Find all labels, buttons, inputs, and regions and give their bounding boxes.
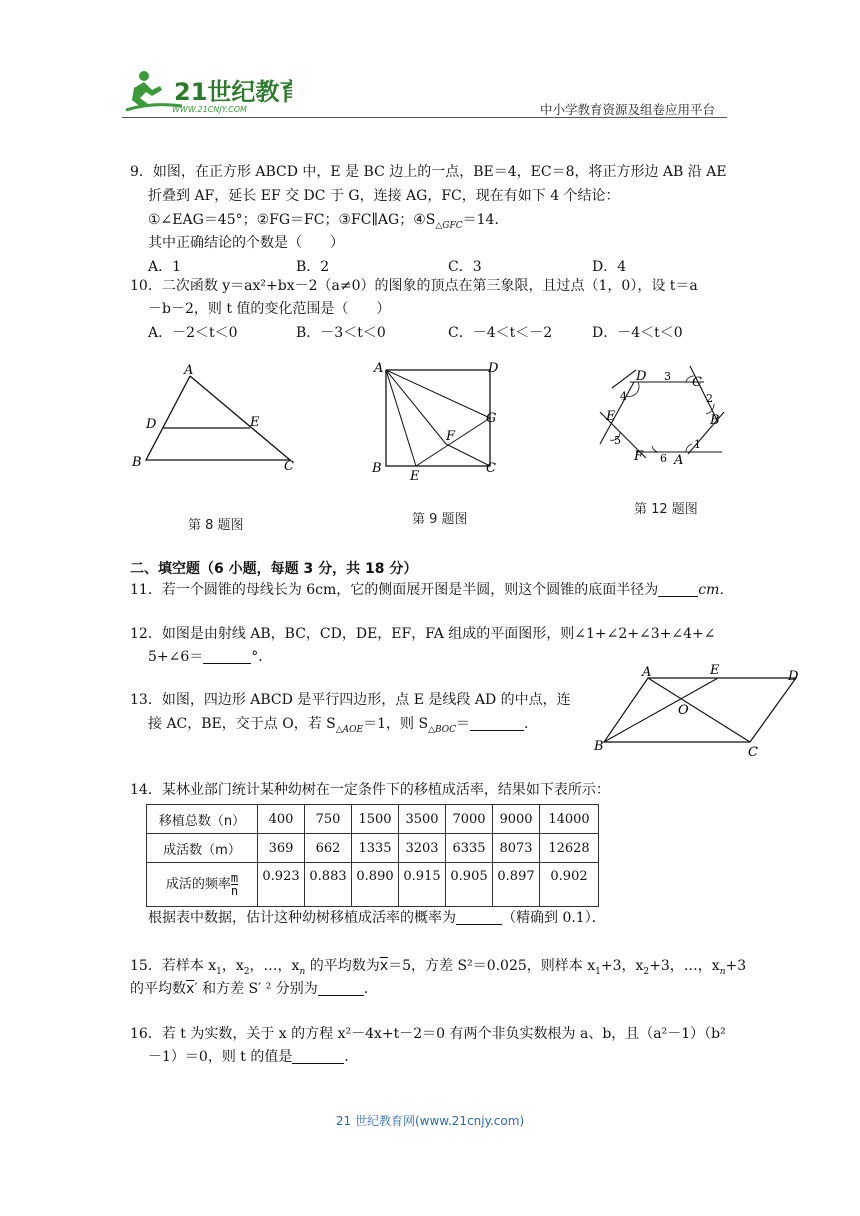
fig12-label-a: A bbox=[674, 453, 684, 468]
fig13-label-b: B bbox=[594, 739, 604, 754]
footer-link[interactable]: 21 世纪教育网(www.21cnjy.com) bbox=[335, 1114, 525, 1128]
logo bbox=[122, 68, 292, 116]
q9-line1: 9．如图，在正方形 ABCD 中，E 是 BC 边上的一点，BE＝4，EC＝8，将正方形边 AB 沿 AE bbox=[130, 164, 727, 180]
table-cell: 3203 bbox=[399, 834, 446, 863]
fig12-label-2: 2 bbox=[706, 392, 713, 405]
logo-url: WWW.21CNJY.COM bbox=[172, 105, 247, 114]
fig9-label-a: A bbox=[374, 361, 384, 376]
fig12-label-c: C bbox=[692, 375, 702, 390]
table-cell: 8073 bbox=[493, 834, 540, 863]
platform-name: 中小学教育资源及组卷应用平台 bbox=[540, 102, 716, 117]
table-cell: 14000 bbox=[540, 805, 599, 834]
fig9-label-f: F bbox=[446, 429, 456, 444]
fig8-label-e: E bbox=[250, 415, 260, 430]
q10-line1: 10．二次函数 y＝ax²+bx－2（a≠0）的图象的顶点在第三象限，且过点（1，0），设 t＝a bbox=[130, 278, 698, 294]
figure-9 bbox=[370, 360, 510, 488]
q15-line2: 的平均数$\overline{x}'$ 和方差 S′ ² 分别为 ． bbox=[130, 981, 378, 997]
q16-line1: 16．若 t 为实数，关于 x 的方程 x²－4x+t－2＝0 有两个非负实数根为 a、b，且（a²－1）（b² bbox=[130, 1026, 726, 1042]
section-title: 二、填空题（6 小题，每题 3 分，共 18 分） bbox=[130, 561, 418, 577]
fig13-label-e: E bbox=[710, 664, 720, 678]
survival-table bbox=[146, 804, 599, 907]
fig8-label-a: A bbox=[184, 363, 194, 378]
table-cell: 移植总数（n） bbox=[147, 805, 258, 834]
q13-line1: 13．如图，四边形 ABCD 是平行四边形，点 E 是线段 AD 的中点，连 bbox=[130, 692, 571, 708]
table-row bbox=[147, 863, 599, 907]
figure-12 bbox=[590, 360, 740, 470]
fig12-label-b: B bbox=[710, 413, 720, 428]
logo-text: 21世纪教育 bbox=[174, 78, 292, 106]
q9-line3: ①∠EAG＝45°；②FG＝FC；③FC∥AG；$④S_{\triangle GFC}=14$． bbox=[148, 212, 509, 231]
fig8-caption: 第 8 题图 bbox=[188, 518, 244, 533]
table-cell: 0.905 bbox=[446, 863, 493, 907]
fig8-label-d: D bbox=[146, 417, 157, 432]
q14-line1: 14．某林业部门统计某种幼树在一定条件下的移植成活率，结果如下表所示： bbox=[130, 782, 610, 798]
q9-option-b: B．2 bbox=[296, 259, 330, 275]
figure-13 bbox=[590, 664, 810, 762]
table-cell: 0.923 bbox=[258, 863, 305, 907]
table-cell: 12628 bbox=[540, 834, 599, 863]
fig13-label-o: O bbox=[678, 703, 689, 718]
table-cell: 0.902 bbox=[540, 863, 599, 907]
fig9-caption: 第 9 题图 bbox=[412, 512, 468, 527]
q9-option-d: D．4 bbox=[592, 259, 627, 275]
table-row bbox=[147, 805, 599, 834]
table-cell: 0.915 bbox=[399, 863, 446, 907]
fig12-label-3: 3 bbox=[664, 370, 671, 383]
q9-option-c: C．3 bbox=[448, 259, 482, 275]
fig9-label-g: G bbox=[486, 411, 497, 426]
table-cell: 6335 bbox=[446, 834, 493, 863]
q14-after: 根据表中数据，估计这种幼树移植成活率的概率为 （精确到 0.1）． bbox=[148, 910, 606, 926]
fig9-label-b: B bbox=[372, 461, 382, 476]
fig8-label-c: C bbox=[284, 459, 294, 474]
fig12-label-5: 5 bbox=[614, 434, 621, 447]
q9-option-a: A．1 bbox=[148, 259, 182, 275]
fraction: $\frac{m}{n}$ bbox=[230, 871, 239, 898]
figure-8 bbox=[126, 362, 306, 482]
q12-line2: 5+∠6＝ °． bbox=[148, 649, 273, 665]
fig12-label-6: 6 bbox=[660, 452, 667, 465]
fig8-label-b: B bbox=[132, 455, 142, 470]
fig9-label-d: D bbox=[488, 361, 499, 376]
fig12-label-f: F bbox=[634, 449, 644, 464]
q9-line4: 其中正确结论的个数是（ ） bbox=[148, 235, 344, 251]
table-cell: 0.897 bbox=[493, 863, 540, 907]
q10-option-c: C．－4＜t＜－2 bbox=[448, 325, 553, 341]
q12-line1: 12．如图是由射线 AB，BC，CD，DE，EF，FA 组成的平面图形，则∠1+∠2+∠3+∠4+∠ bbox=[130, 626, 716, 642]
fig12-label-e: E bbox=[606, 409, 616, 424]
table-cell: 成活的频率 $\frac{m}{n}$ bbox=[147, 863, 258, 907]
fig12-label-4: 4 bbox=[620, 390, 627, 403]
q10-line2: －b－2，则 t 值的变化范围是（ ） bbox=[148, 301, 391, 317]
table-cell: 662 bbox=[305, 834, 352, 863]
q13-line2: 接 AC，BE，交于点 O，若 $S_{\triangle AOE}=1$，则 $S_{\triangle BOC}=$ ． bbox=[148, 716, 539, 735]
fig9-label-e: E bbox=[410, 469, 420, 484]
fig9-label-c: C bbox=[486, 461, 496, 476]
table-cell: 0.890 bbox=[352, 863, 399, 907]
table-cell: 7000 bbox=[446, 805, 493, 834]
table-cell: 400 bbox=[258, 805, 305, 834]
table-cell: 1500 bbox=[352, 805, 399, 834]
table-cell: 3500 bbox=[399, 805, 446, 834]
header-divider bbox=[122, 117, 727, 118]
q16-line2: －1）＝0，则 t 的值是 ． bbox=[148, 1049, 359, 1065]
q15-line1: 15．若样本 $x_1$，$x_2$，…，$x_n$ 的平均数为$\overline{x}=5$，方差 S²＝0.025，则样本 $x_1+3$，$x_2+3$，…，$x_n+3$ bbox=[130, 958, 747, 977]
table-cell: 9000 bbox=[493, 805, 540, 834]
table-cell: 0.883 bbox=[305, 863, 352, 907]
fig13-label-a: A bbox=[642, 665, 652, 680]
table-cell: 369 bbox=[258, 834, 305, 863]
fig13-label-c: C bbox=[748, 745, 758, 760]
table-cell: 成活数（m） bbox=[147, 834, 258, 863]
fig12-label-1: 1 bbox=[694, 438, 701, 451]
fig12-caption: 第 12 题图 bbox=[634, 502, 698, 517]
q11: 11．若一个圆锥的母线长为 6cm，它的侧面展开图是半圆，则这个圆锥的底面半径为 cm． bbox=[130, 582, 734, 598]
q9-line2: 折叠到 AF，延长 EF 交 DC 于 G，连接 AG，FC，现在有如下 4 个结论： bbox=[148, 188, 620, 204]
fig13-label-d: D bbox=[788, 669, 799, 684]
table-cell: 1335 bbox=[352, 834, 399, 863]
table-row bbox=[147, 834, 599, 863]
runner-logo-icon bbox=[122, 68, 292, 116]
fig12-label-d: D bbox=[636, 369, 647, 384]
table-cell: 750 bbox=[305, 805, 352, 834]
q10-option-d: D．－4＜t＜0 bbox=[592, 325, 683, 341]
q10-option-b: B．－3＜t＜0 bbox=[296, 325, 386, 341]
q10-option-a: A．－2＜t＜0 bbox=[148, 325, 238, 341]
